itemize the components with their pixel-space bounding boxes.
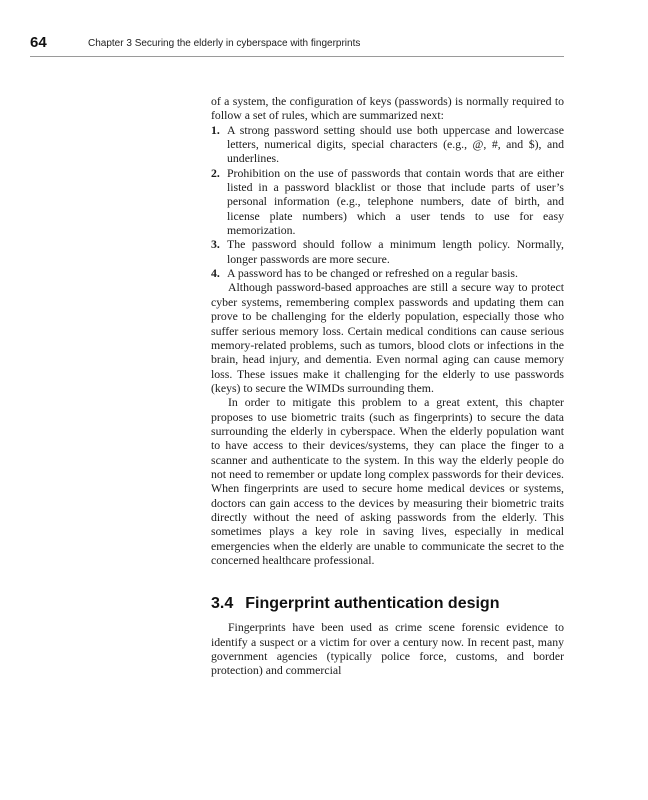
page-body	[211, 94, 564, 678]
body-paragraph: In order to mitigate this problem to a great extent, this chapter proposes to use biometric traits (such as fingerprints) to secure the data surrounding the elderly in cyberspace. When the elderly population want to have access to their devices/​systems, they can place the finger to a scanner and authenticate to the system. In this way the elderly people do not need to remember or update long complex passwords for their devices. When fingerprints are used to secure home medical devices or systems, doctors can gain access to the devices by measuring their biometric traits directly without the need of asking passwords from the elderly. This sometimes plays a key role in saving lives, especially in medical emergencies when the elderly are unable to communicate the secret to the concerned healthcare professional.	[211, 395, 564, 567]
password-rules-list	[211, 123, 564, 281]
section-paragraph: Fingerprints have been used as crime scene forensic evidence to identify a suspect or a victim for over a century now. In recent past, many government agencies (typically police force, customs, and border protection) and commercial	[211, 620, 564, 678]
list-item	[211, 237, 564, 266]
section-heading	[211, 594, 564, 614]
list-item	[211, 123, 564, 166]
running-header	[30, 34, 564, 57]
body-paragraph: Although password-based approaches are still a secure way to protect cyber systems, remembering complex passwords and updating them can prove to be challenging for the elderly population, especially those who suffer serious memory loss. Certain medical conditions can cause serious memory-related problems, such as tumors, blood clots or infections in the brain, head injury, and dementia. Even normal aging can cause memory loss. These issues make it challenging for the elderly to use passwords (keys) to secure the WIMDs surrounding them.	[211, 280, 564, 395]
chapter-title: Chapter 3 Securing the elderly in cyberspace with fingerprints	[88, 38, 361, 49]
list-item-number: 2.	[211, 165, 220, 180]
list-item-text: Prohibition on the use of passwords that contain words that are either listed in a password blacklist or those that include parts of user’s personal information (e.g., telephone numbers, date of birth, and license plate numbers) which a user tends to use for easy memorization.	[227, 165, 564, 238]
list-item-text: A password has to be changed or refreshed on a regular basis.	[227, 266, 518, 281]
page-number: 64	[30, 34, 47, 51]
list-item-number: 1.	[211, 122, 220, 137]
section-title: Fingerprint authentication design	[245, 595, 500, 613]
list-item-text: The password should follow a minimum length policy. Normally, longer passwords are more secure.	[227, 237, 564, 266]
list-item-number: 4.	[211, 266, 220, 281]
list-item	[211, 166, 564, 238]
intro-paragraph: of a system, the configuration of keys (passwords) is normally required to follow a set of rules, which are summarized next:	[211, 94, 564, 123]
list-item-text: A strong password setting should use both uppercase and lowercase letters, numerical digits, special characters (e.g., @, #, and $), and underlines.	[227, 122, 564, 166]
section-number: 3.4	[211, 595, 234, 613]
list-item	[211, 266, 564, 280]
list-item-number: 3.	[211, 237, 220, 252]
